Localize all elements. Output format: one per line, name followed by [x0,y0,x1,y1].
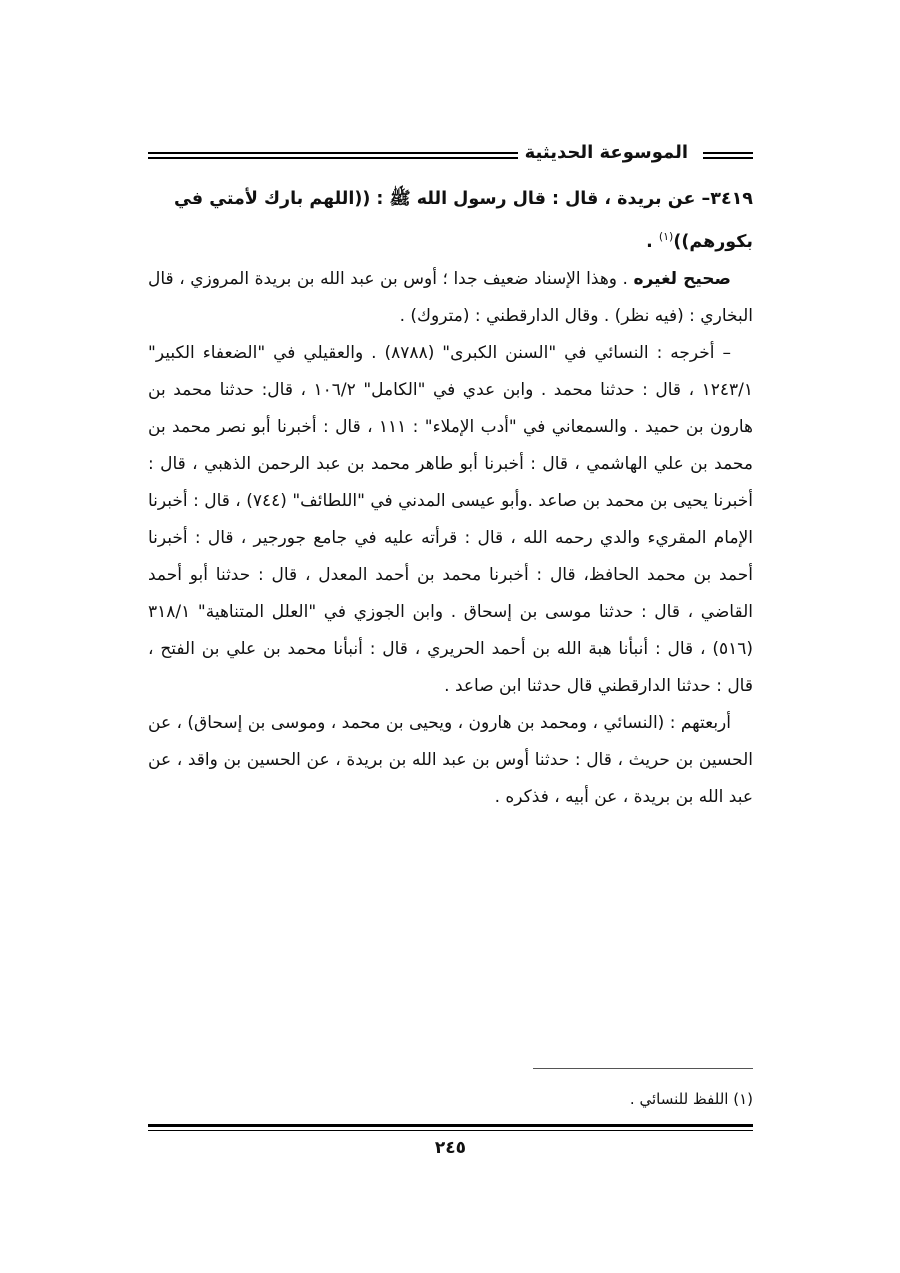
footnote: (١) اللفظ للنسائي . [629,1090,753,1108]
grading-text: . وهذا الإسناد ضعيف جدا ؛ أوس بن عبد الله بن بريدة المروزي ، قال البخاري : (فيه نظر) . وقال الدارقطني : (متروك) . [148,268,753,326]
summary-paragraph: أربعتهم : (النسائي ، ومحمد بن هارون ، ويحيى بن محمد ، وموسى بن إسحاق) ، عن الحسين بن حريث ، قال : حدثنا أوس بن عبد الله بن بريدة ، عن الحسين بن واقد ، عن عبد الله بن بريدة ، عن أبيه ، فذكره . [148,712,753,807]
header-rule [148,152,518,154]
page-header [148,138,753,172]
hadith-text [148,180,753,261]
footer-rule [148,1130,753,1131]
footer-rules [148,1124,753,1131]
hadith-body: ٣٤١٩– عن بريدة ، قال : قال رسول الله ﷺ : ((اللهم بارك لأمتي في بكورهم)) [173,189,753,252]
footer-rule [148,1124,753,1127]
page-number: ٢٤٥ [434,1138,467,1158]
footnote-separator [533,1068,753,1069]
header-title: الموسوعة الحديثية [524,142,688,163]
document-page [148,0,753,1273]
grading-label: صحيح لغيره [633,268,731,289]
grading-paragraph [148,261,753,335]
header-rule [703,157,753,159]
header-rule [703,152,753,154]
takhrij-paragraph: – أخرجه : النسائي في "السنن الكبرى" (٨٧٨٨) . والعقيلي في "الضعفاء الكبير" ١٢٤٣/١ ، قال : حدثنا محمد . وابن عدي في "الكامل" ١٠٦/٢ ، قال: حدثنا محمد بن هارون بن حميد . والسمعاني في "أدب الإملاء" : ١١١ ، قال : أخبرنا أبو نصر محمد بن محمد بن علي الهاشمي ، قال : أخبرنا أبو طاهر محمد بن عبد الرحمن الذهبي ، قال : أخبرنا يحيى بن محمد بن صاعد .وأبو عيسى المدني في "اللطائف" (٧٤٤) ، قال : أخبرنا الإمام المقريء والدي رحمه الله ، قال : قرأته عليه في جامع جورجير ، قال : أخبرنا أحمد بن محمد الحافظ، قال : أخبرنا محمد بن أحمد المعدل ، قال : حدثنا أبو أحمد القاضي ، قال : حدثنا موسى بن إسحاق . وابن الجوزي في "العلل المتناهية" ٣١٨/١ (٥١٦) ، قال : أنبأنا هبة الله بن أحمد الحريري ، قال : أنبأنا محمد بن علي بن الفتح ، قال : حدثنا الدارقطني قال حدثنا ابن صاعد . [148,342,754,696]
header-rule [148,157,518,159]
main-text [148,180,753,816]
hadith-end: . [646,231,659,252]
footnote-reference: (١) [658,230,674,243]
